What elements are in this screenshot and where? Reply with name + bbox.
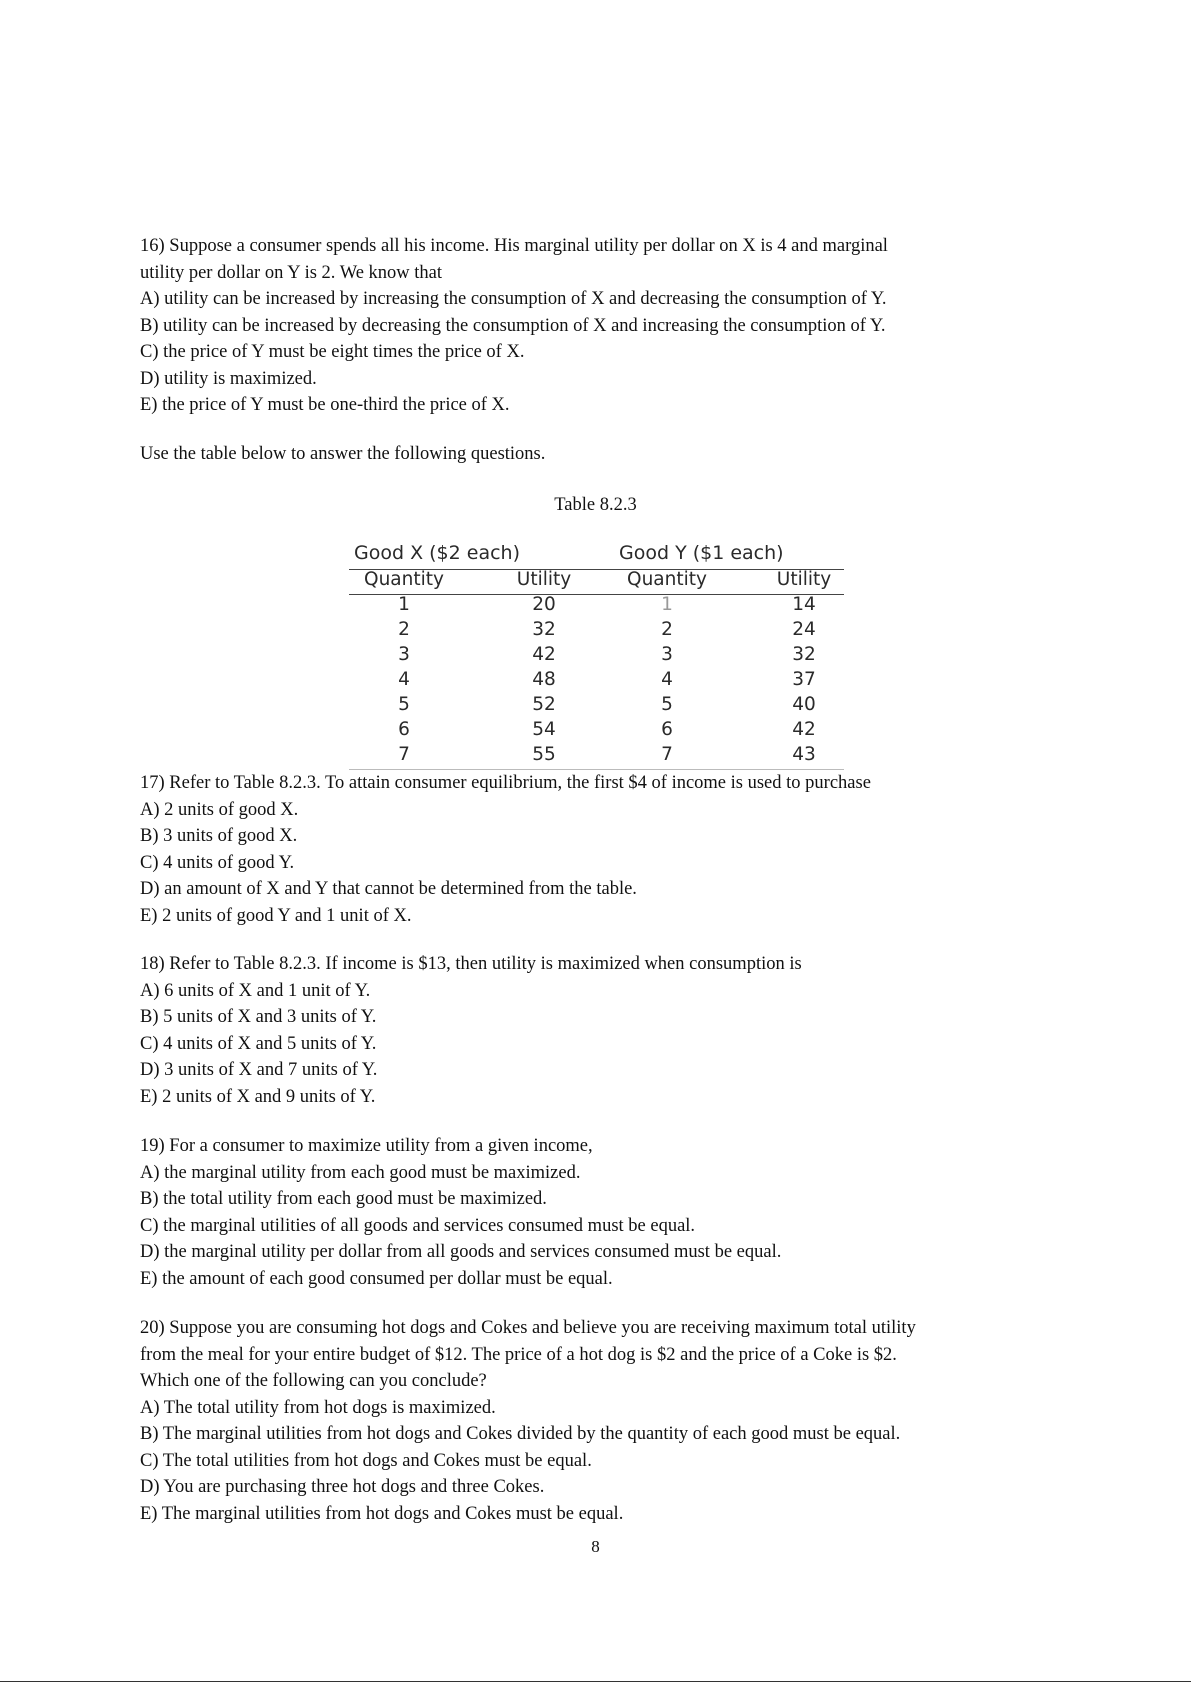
table-cell: 14 xyxy=(792,594,816,615)
answer-option: C) the price of Y must be eight times the price of X. xyxy=(140,342,525,362)
answer-option: A) The total utility from hot dogs is maximized. xyxy=(140,1397,496,1418)
table-row xyxy=(349,617,844,642)
answer-option: C) the marginal utilities of all goods and services consumed must be equal. xyxy=(140,1215,696,1236)
question-stem-line: 17) Refer to Table 8.2.3. To attain consumer equilibrium, the first $4 of income is used to purchase xyxy=(140,773,871,793)
answer-option: D) 3 units of X and 7 units of Y. xyxy=(140,1060,378,1080)
table-cell: 5 xyxy=(661,694,673,715)
answer-option: A) the marginal utility from each good must be maximized. xyxy=(140,1162,581,1183)
answer-option: E) The marginal utilities from hot dogs and Cokes must be equal. xyxy=(140,1503,624,1524)
question-19 xyxy=(140,1133,1070,1292)
question-stem-line: from the meal for your entire budget of $12. The price of a hot dog is $2 and the price of a Coke is $2. xyxy=(140,1344,897,1365)
table-cell: 52 xyxy=(532,694,556,715)
table-cell: 3 xyxy=(398,644,410,665)
table-cell: 7 xyxy=(398,744,410,765)
table-cell: 42 xyxy=(532,644,556,665)
good-y-header: Good Y ($1 each) xyxy=(619,542,784,564)
table-title: Table 8.2.3 xyxy=(554,495,637,515)
answer-option: B) 5 units of X and 3 units of Y. xyxy=(140,1007,377,1027)
answer-option: B) The marginal utilities from hot dogs and Cokes divided by the quantity of each good must be equal. xyxy=(140,1424,901,1444)
question-18 xyxy=(140,951,1070,1110)
question-stem-line: 20) Suppose you are consuming hot dogs and Cokes and believe you are receiving maximum total utility xyxy=(140,1318,916,1338)
table-row xyxy=(349,692,844,717)
table-column-header xyxy=(349,567,844,592)
col-x-utility: Utility xyxy=(516,569,572,590)
answer-option: E) the amount of each good consumed per dollar must be equal. xyxy=(140,1268,613,1289)
question-17 xyxy=(140,770,1070,929)
question-stem-line: 18) Refer to Table 8.2.3. If income is $13, then utility is maximized when consumption is xyxy=(140,954,802,974)
table-cell: 55 xyxy=(532,744,556,765)
col-y-utility: Utility xyxy=(776,569,832,590)
table-cell: 3 xyxy=(661,644,673,665)
answer-option: E) 2 units of X and 9 units of Y. xyxy=(140,1086,376,1107)
table-cell: 42 xyxy=(792,719,816,740)
answer-option: B) utility can be increased by decreasing the consumption of X and increasing the consumption of Y. xyxy=(140,315,886,336)
table-cell: 4 xyxy=(398,669,410,690)
answer-option: E) 2 units of good Y and 1 unit of X. xyxy=(140,905,412,926)
table-cell: 1 xyxy=(661,594,673,615)
col-y-quantity: Quantity xyxy=(627,569,707,590)
answer-option: C) The total utilities from hot dogs and Cokes must be equal. xyxy=(140,1450,592,1471)
table-row xyxy=(349,642,844,667)
answer-option: B) the total utility from each good must be maximized. xyxy=(140,1189,547,1209)
table-cell: 5 xyxy=(398,694,410,715)
answer-option: D) the marginal utility per dollar from all goods and services consumed must be equal. xyxy=(140,1242,782,1262)
table-cell: 2 xyxy=(398,619,410,640)
table-cell: 1 xyxy=(398,594,410,615)
answer-option: B) 3 units of good X. xyxy=(140,826,298,846)
table-cell: 20 xyxy=(532,594,556,615)
utility-table xyxy=(349,540,844,767)
page-bottom-edge xyxy=(0,1681,1191,1682)
answer-option: D) You are purchasing three hot dogs and three Cokes. xyxy=(140,1477,545,1497)
table-cell: 4 xyxy=(661,669,673,690)
answer-option: C) 4 units of good Y. xyxy=(140,852,295,873)
page-number: 8 xyxy=(591,1537,600,1556)
answer-option: E) the price of Y must be one-third the price of X. xyxy=(140,395,510,415)
table-instruction: Use the table below to answer the following questions. xyxy=(140,444,546,464)
table-row xyxy=(349,717,844,742)
table-row xyxy=(349,742,844,767)
answer-option: A) 2 units of good X. xyxy=(140,799,299,820)
question-stem-line: Which one of the following can you conclude? xyxy=(140,1371,487,1391)
table-cell: 32 xyxy=(532,619,556,640)
table-cell: 43 xyxy=(792,744,816,765)
table-cell: 2 xyxy=(661,619,673,640)
table-group-header xyxy=(349,540,844,567)
col-x-quantity: Quantity xyxy=(364,569,444,590)
table-cell: 7 xyxy=(661,744,673,765)
table-cell: 6 xyxy=(398,719,410,740)
table-row xyxy=(349,667,844,692)
table-cell: 48 xyxy=(532,669,556,690)
question-stem-line: 16) Suppose a consumer spends all his income. His marginal utility per dollar on X is 4 and marginal xyxy=(140,236,888,256)
answer-option: A) utility can be increased by increasing the consumption of X and decreasing the consumption of Y. xyxy=(140,289,887,309)
table-cell: 32 xyxy=(792,644,816,665)
table-cell: 6 xyxy=(661,719,673,740)
question-20 xyxy=(140,1315,1070,1527)
table-body xyxy=(349,592,844,767)
table-cell: 24 xyxy=(792,619,816,640)
table-row xyxy=(349,592,844,617)
answer-option: C) 4 units of X and 5 units of Y. xyxy=(140,1033,377,1054)
good-x-header: Good X ($2 each) xyxy=(354,542,520,564)
answer-option: D) utility is maximized. xyxy=(140,368,317,389)
question-16 xyxy=(140,233,1070,419)
question-stem-line: utility per dollar on Y is 2. We know that xyxy=(140,262,443,283)
table-cell: 54 xyxy=(532,719,556,740)
table-cell: 40 xyxy=(792,694,816,715)
answer-option: A) 6 units of X and 1 unit of Y. xyxy=(140,980,371,1001)
table-cell: 37 xyxy=(792,669,816,690)
answer-option: D) an amount of X and Y that cannot be determined from the table. xyxy=(140,879,637,899)
question-stem-line: 19) For a consumer to maximize utility from a given income, xyxy=(140,1136,593,1156)
